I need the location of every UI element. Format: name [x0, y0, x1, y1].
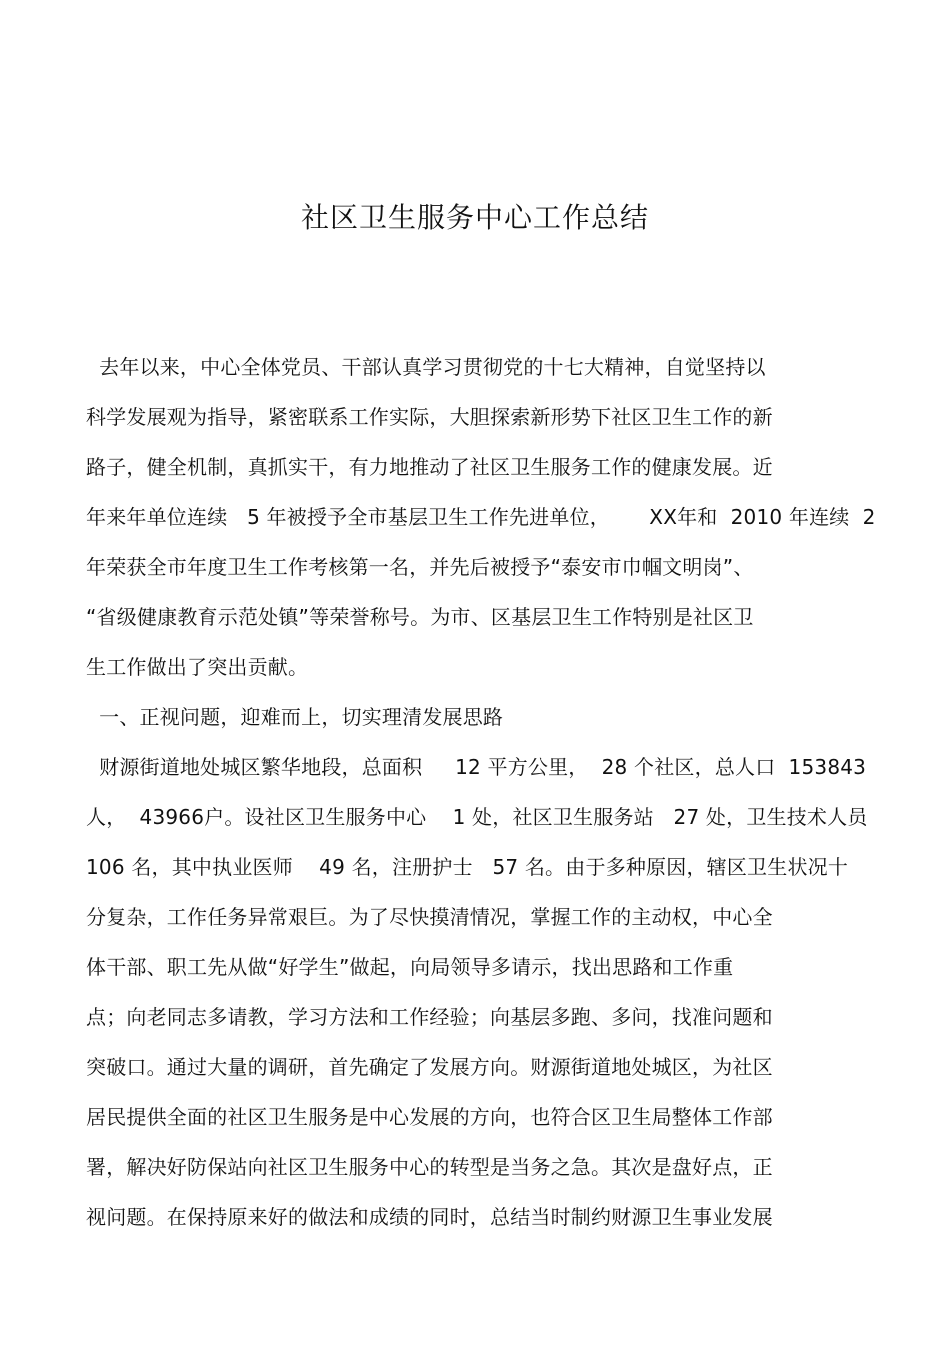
body-line-17: 署，解决好防保站向社区卫生服务中心的转型是当务之急。其次是盘好点，正 [86, 1155, 773, 1179]
body-line-4: 年来年单位连续 5 年被授予全市基层卫生工作先进单位， XX年和 2010 年连续 2 [86, 505, 876, 529]
body-line-11: 106 名，其中执业医师 49 名，注册护士 57 名。由于多种原因，辖区卫生状况十 [86, 855, 849, 879]
section-heading-1: 一、正视问题，迎难而上，切实理清发展思路 [86, 705, 504, 729]
body-line-2: 科学发展观为指导，紧密联系工作实际，大胆探索新形势下社区卫生工作的新 [86, 405, 773, 429]
body-line-7: 生工作做出了突出贡献。 [86, 655, 309, 679]
body-line-6: “省级健康教育示范处镇”等荣誉称号。为市、区基层卫生工作特别是社区卫 [86, 605, 754, 629]
body-line-14: 点；向老同志多请教，学习方法和工作经验；向基层多跑、多问，找准问题和 [86, 1005, 773, 1029]
body-line-10: 人， 43966户。设社区卫生服务中心 1 处，社区卫生服务站 27 处，卫生技术人员 [86, 805, 868, 829]
body-line-3: 路子，健全机制，真抓实干，有力地推动了社区卫生服务工作的健康发展。近 [86, 455, 773, 479]
body-line-9: 财源街道地处城区繁华地段，总面积 12 平方公里， 28 个社区，总人口 153843 [86, 755, 867, 779]
body-line-1: 去年以来，中心全体党员、干部认真学习贯彻党的十七大精神，自觉坚持以 [86, 355, 766, 379]
body-line-15: 突破口。通过大量的调研，首先确定了发展方向。财源街道地处城区，为社区 [86, 1055, 773, 1079]
body-line-18: 视问题。在保持原来好的做法和成绩的同时，总结当时制约财源卫生事业发展 [86, 1205, 773, 1229]
body-line-16: 居民提供全面的社区卫生服务是中心发展的方向，也符合区卫生局整体工作部 [86, 1105, 773, 1129]
body-line-12: 分复杂，工作任务异常艰巨。为了尽快摸清情况，掌握工作的主动权，中心全 [86, 905, 773, 929]
document-title: 社区卫生服务中心工作总结 [300, 201, 649, 234]
body-line-5: 年荣获全市年度卫生工作考核第一名，并先后被授予“泰安市巾帼文明岗”、 [86, 555, 754, 579]
body-line-13: 体干部、职工先从做“好学生”做起，向局领导多请示，找出思路和工作重 [86, 955, 734, 979]
